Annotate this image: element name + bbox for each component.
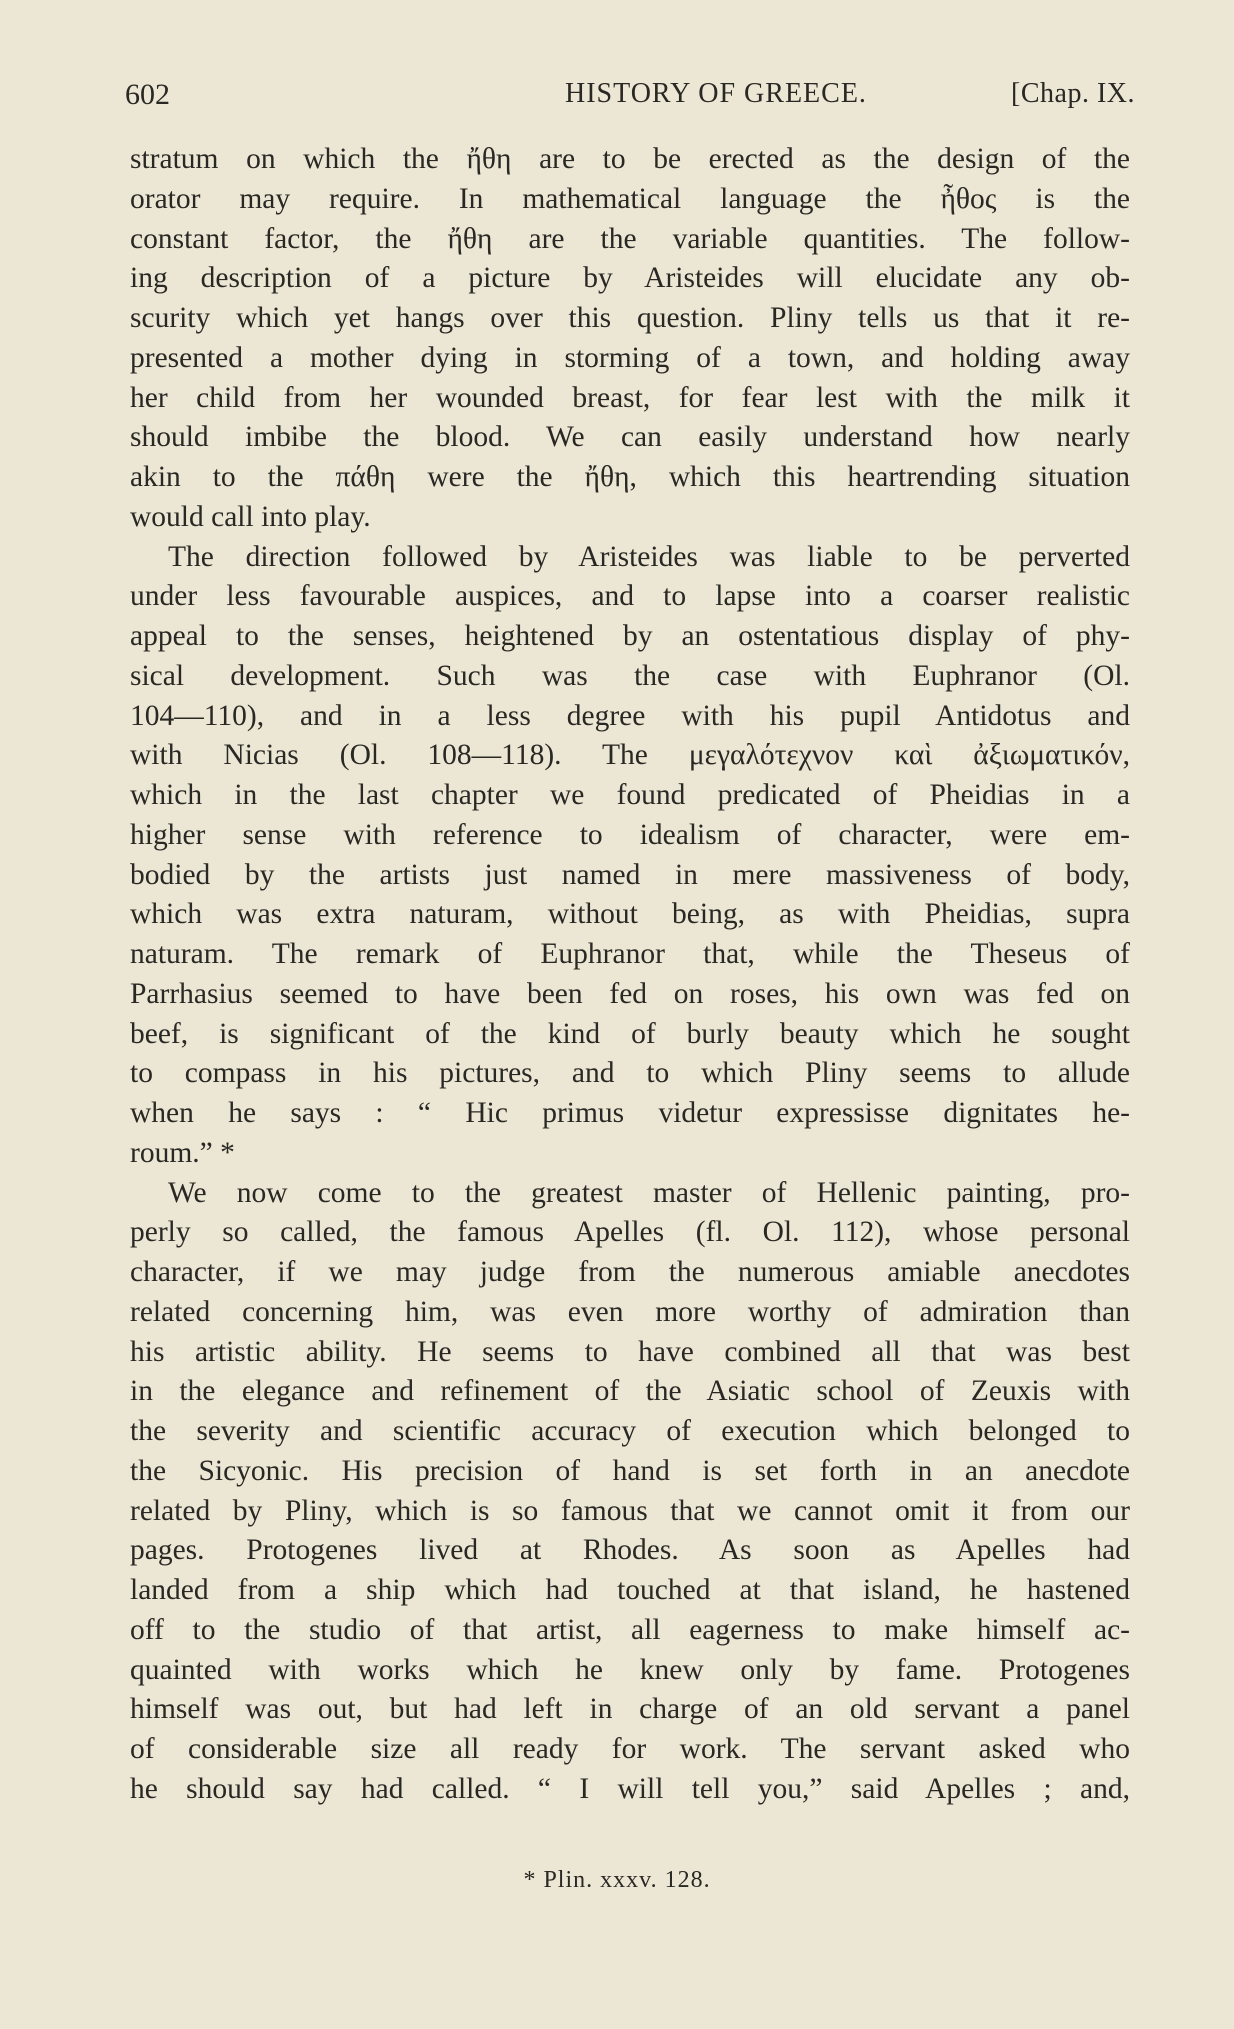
text-line: appeal to the senses, heightened by an ostentatious display of phy- [130,620,1130,652]
text-line: beef, is significant of the kind of burly beauty which he sought [130,1017,1130,1050]
text-line: quainted with works which he knew only by fame. Protogenes [130,1653,1130,1686]
page-number: 602 [125,78,170,111]
running-title: HISTORY OF GREECE. [565,78,867,109]
text-line: the Sicyonic. His precision of hand is set forth in an anecdote [130,1454,1130,1487]
text-line: would call into play. [130,500,371,533]
text-line: We now come to the greatest master of Hellenic painting, pro- [168,1176,1130,1209]
text-line: scurity which yet hangs over this question. Pliny tells us that it re- [130,302,1130,334]
text-line: orator may require. In mathematical language the ἦθος is the [130,182,1130,215]
text-line: constant factor, the ἤθη are the variable quantities. The follow- [130,222,1130,255]
text-line: with Nicias (Ol. 108—118). The μεγαλότεχνον καὶ ἀξιωματικόν, [130,739,1130,772]
text-line: stratum on which the ἤθη are to be erected as the design of the [130,143,1130,175]
text-line: off to the studio of that artist, all eagerness to make himself ac- [130,1613,1130,1646]
text-line: related by Pliny, which is so famous that we cannot omit it from our [130,1494,1130,1527]
chapter-label: [Chap. IX. [1011,78,1135,109]
text-line: character, if we may judge from the numerous amiable anecdotes [130,1256,1130,1288]
text-line: landed from a ship which had touched at that island, he hastened [130,1574,1130,1606]
text-line: perly so called, the famous Apelles (fl. Ol. 112), whose personal [130,1216,1130,1249]
text-line: ing description of a picture by Aristeides will elucidate any ob- [130,262,1130,295]
text-line: higher sense with reference to idealism of character, were em- [130,818,1130,851]
text-line: to compass in his pictures, and to which Pliny seems to allude [130,1057,1130,1090]
text-line: his artistic ability. He seems to have combined all that was best [130,1335,1130,1368]
text-line: pages. Protogenes lived at Rhodes. As soon as Apelles had [130,1534,1130,1567]
body-text [130,140,1130,1810]
text-line: in the elegance and refinement of the Asiatic school of Zeuxis with [130,1375,1130,1408]
text-line: related concerning him, was even more worthy of admiration than [130,1295,1130,1328]
text-line: which in the last chapter we found predicated of Pheidias in a [130,779,1130,811]
text-line: her child from her wounded breast, for fear lest with the milk it [130,381,1130,414]
text-line: bodied by the artists just named in mere massiveness of body, [130,858,1130,891]
text-line: himself was out, but had left in charge of an old servant a panel [130,1693,1130,1726]
text-line: roum.” * [130,1136,235,1169]
footnote: * Plin. xxxv. 128. [523,1867,711,1893]
text-line: sical development. Such was the case with Euphranor (Ol. [130,659,1130,692]
text-line: when he says : “ Hic primus videtur expressisse dignitates he- [130,1097,1130,1129]
text-line: Parrhasius seemed to have been fed on roses, his own was fed on [130,977,1130,1010]
text-line: The direction followed by Aristeides was liable to be perverted [168,540,1130,573]
text-line: the severity and scientific accuracy of execution which belonged to [130,1415,1130,1447]
running-header [125,74,1135,114]
text-line: of considerable size all ready for work. The servant asked who [130,1733,1130,1765]
text-line: should imbibe the blood. We can easily understand how nearly [130,421,1130,454]
text-line: presented a mother dying in storming of a town, and holding away [130,341,1130,374]
text-line: which was extra naturam, without being, as with Pheidias, supra [130,898,1130,931]
text-line: 104—110), and in a less degree with his pupil Antidotus and [130,699,1130,732]
text-line: he should say had called. “ I will tell you,” said Apelles ; and, [130,1772,1130,1805]
text-line: akin to the πάθη were the ἤθη, which this heartrending situation [130,461,1130,493]
text-line: under less favourable auspices, and to lapse into a coarser realistic [130,580,1130,613]
text-line: naturam. The remark of Euphranor that, while the Theseus of [130,938,1130,970]
